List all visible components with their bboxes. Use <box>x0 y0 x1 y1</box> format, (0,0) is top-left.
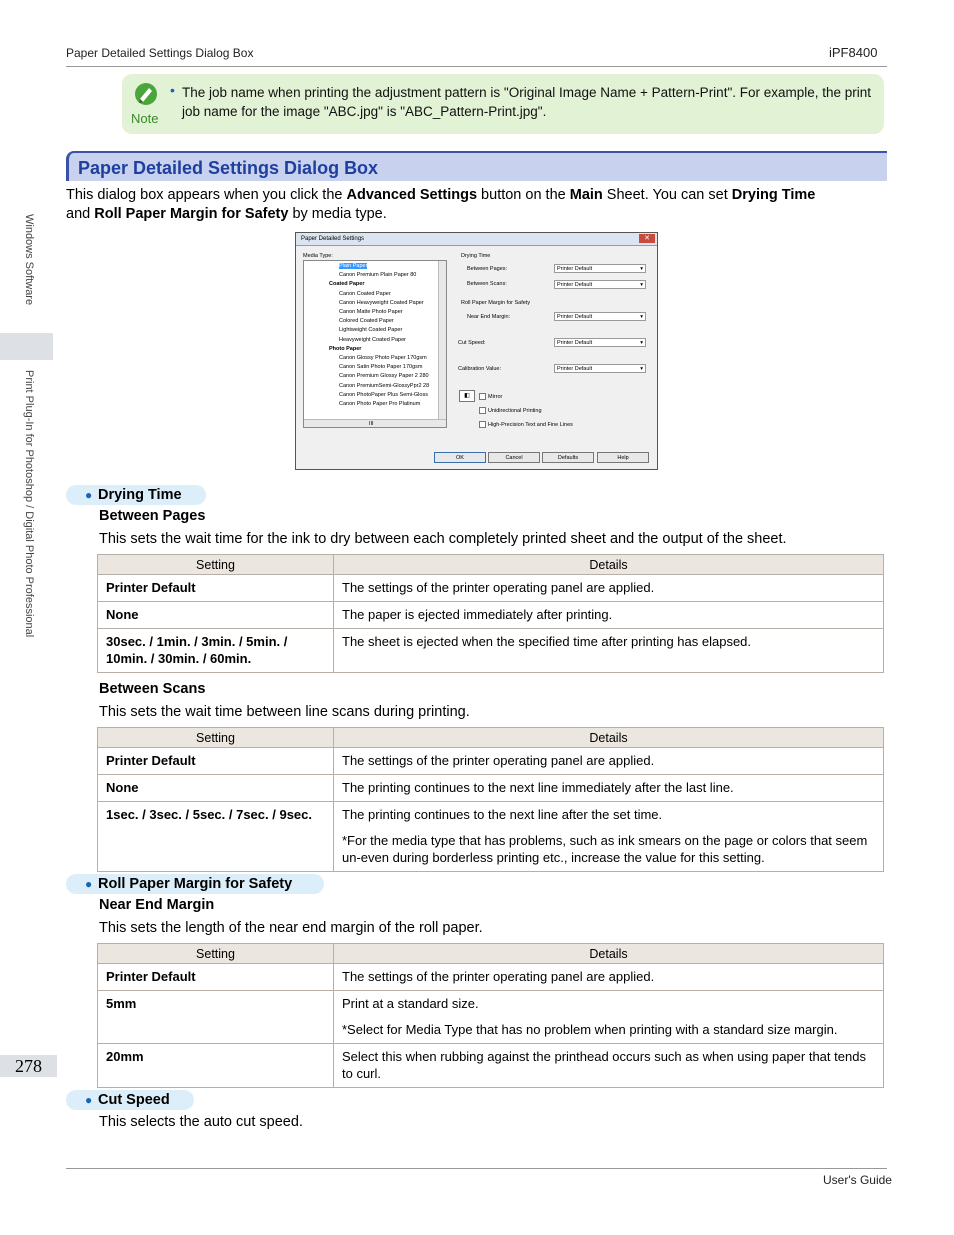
mirror-label: Mirror <box>488 394 503 400</box>
intro-advanced-settings: Advanced Settings <box>346 187 478 203</box>
roll-margin-pill: ● Roll Paper Margin for Safety <box>66 874 324 894</box>
drying-time-pill: ● Drying Time <box>66 485 206 505</box>
table-row <box>98 1044 884 1088</box>
high-precision-checkbox[interactable] <box>479 421 486 428</box>
media-type-item[interactable]: Canon Heavyweight Coated Paper <box>339 299 424 306</box>
footer-users-guide: User's Guide <box>823 1173 892 1187</box>
details-text: The settings of the printer operating panel are applied. <box>342 580 655 595</box>
scroll-mark: III <box>369 421 374 427</box>
setting-cell: 20mm <box>98 1044 334 1088</box>
intro-text: This dialog box appears when you click the <box>66 187 347 203</box>
media-type-item[interactable]: Canon Satin Photo Paper 170gsm <box>339 364 423 371</box>
cut-speed-heading: Cut Speed <box>98 1092 170 1108</box>
roll-margin-group: Roll Paper Margin for Safety <box>461 300 531 306</box>
media-type-item[interactable]: Lightweight Coated Paper <box>339 327 403 334</box>
cancel-button[interactable]: Cancel <box>488 452 540 463</box>
section-title: Paper Detailed Settings Dialog Box <box>78 158 379 178</box>
between-pages-table <box>97 554 884 673</box>
running-header-title: Paper Detailed Settings Dialog Box <box>66 46 254 60</box>
details-text: The settings of the printer operating panel are applied. <box>342 753 655 768</box>
page-number: 278 <box>0 1055 57 1077</box>
details-cell <box>334 991 884 1044</box>
note-box <box>122 74 884 134</box>
side-tab-marker <box>0 333 53 360</box>
side-tab-plugin: Print Plug-In for Photoshop / Digital Photo Professional <box>23 370 35 638</box>
media-type-item[interactable]: Canon Matte Photo Paper <box>339 309 403 315</box>
column-header-details: Details <box>334 944 884 964</box>
near-end-margin-heading: Near End Margin <box>99 897 215 913</box>
note-bullet: • <box>170 82 175 98</box>
table-row <box>98 991 884 1044</box>
details-cell <box>334 1044 884 1088</box>
media-type-item[interactable]: Coated Paper <box>329 281 365 288</box>
table-row <box>98 964 884 991</box>
footer-rule <box>66 1168 887 1169</box>
dialog-title: Paper Detailed Settings <box>301 236 365 242</box>
mirror-checkbox[interactable] <box>479 393 486 400</box>
table-row <box>98 802 884 872</box>
details-text: The printing continues to the next line immediately after the last line. <box>342 780 734 795</box>
details-text: The sheet is ejected when the specified time after printing has elapsed. <box>342 634 752 649</box>
between-scans-label: Between Scans: <box>467 281 507 287</box>
note-pencil-icon <box>132 82 160 106</box>
calibration-select[interactable]: Printer Default ▾ <box>554 364 646 373</box>
media-type-item[interactable]: Photo Paper <box>329 345 362 352</box>
media-type-item[interactable]: Canon PhotoPaper Plus Semi-Gloss <box>339 391 428 398</box>
between-pages-label: Between Pages: <box>467 266 508 272</box>
column-header-details: Details <box>334 728 884 748</box>
table-row <box>98 748 884 775</box>
setting-cell: 1sec. / 3sec. / 5sec. / 7sec. / 9sec. <box>98 802 334 872</box>
between-pages-heading: Between Pages <box>99 508 206 524</box>
near-end-select[interactable]: Printer Default ▾ <box>554 312 646 321</box>
near-end-label: Near End Margin: <box>467 314 511 320</box>
high-precision-label: High-Precision Text and Fine Lines <box>488 422 573 428</box>
setting-cell: Printer Default <box>98 575 334 602</box>
model-name: iPF8400 <box>829 45 878 60</box>
section-heading <box>66 151 887 181</box>
defaults-button[interactable]: Defaults <box>542 452 594 463</box>
table-row <box>98 575 884 602</box>
calibration-label: Calibration Value: <box>458 366 502 372</box>
intro-main: Main <box>569 187 603 203</box>
column-header-setting: Setting <box>98 728 334 748</box>
unidirectional-label: Unidirectional Printing <box>488 408 542 414</box>
media-type-item[interactable]: Canon Glossy Photo Paper 170gsm <box>339 355 427 361</box>
cut-speed-pill: ● Cut Speed <box>66 1090 194 1110</box>
column-header-setting: Setting <box>98 944 334 964</box>
roll-margin-heading: Roll Paper Margin for Safety <box>98 876 293 892</box>
drying-time-heading: Drying Time <box>98 487 182 503</box>
table-row <box>98 602 884 629</box>
table-row <box>98 775 884 802</box>
media-type-item[interactable]: Canon Photo Paper Pro Platinum <box>339 401 421 407</box>
near-end-margin-description: This sets the length of the near end margin of the roll paper. <box>99 920 483 936</box>
tree-scrollbar[interactable] <box>438 261 446 427</box>
media-type-label: Media Type: <box>303 253 333 259</box>
setting-cell: 30sec. / 1min. / 3min. / 5min. / 10min. / 30min. / 60min. <box>98 629 334 673</box>
intro-paragraph <box>66 186 887 224</box>
media-type-item[interactable]: Colored Coated Paper <box>339 318 394 325</box>
unidirectional-checkbox[interactable] <box>479 407 486 414</box>
details-text: The printing continues to the next line after the set time. <box>342 807 663 822</box>
drying-time-group: Drying Time <box>461 253 491 259</box>
intro-text: Sheet. You can set <box>602 187 732 203</box>
details-cell <box>334 802 884 872</box>
help-button[interactable]: Help <box>597 452 649 463</box>
intro-roll-margin: Roll Paper Margin for Safety <box>94 206 289 222</box>
details-text: Select this when rubbing against the printhead occurs such as when using paper that tends to curl. <box>342 1049 866 1081</box>
details-cell <box>334 775 884 802</box>
tree-hscrollbar[interactable] <box>304 419 446 427</box>
setting-cell: Printer Default <box>98 964 334 991</box>
header-rule <box>66 66 887 67</box>
details-text: *For the media type that has problems, such as ink smears on the page or colors that seem un-even during borderless printing etc., increase the value for this setting. <box>342 833 868 865</box>
table-row <box>98 629 884 673</box>
details-text: The paper is ejected immediately after printing. <box>342 607 613 622</box>
details-text: Print at a standard size. <box>342 996 479 1011</box>
near-end-margin-table <box>97 943 884 1088</box>
cut-speed-label: Cut Speed: <box>458 340 486 346</box>
setting-cell: Printer Default <box>98 748 334 775</box>
side-tab-windows-software: Windows Software <box>23 214 35 306</box>
details-cell <box>334 748 884 775</box>
intro-drying-time: Drying Time <box>731 187 816 203</box>
dialog-titlebar <box>296 233 657 246</box>
column-header-setting: Setting <box>98 555 334 575</box>
between-pages-description: This sets the wait time for the ink to dry between each completely printed sheet and the output of the sheet. <box>99 531 787 547</box>
media-type-tree[interactable] <box>303 260 447 428</box>
media-type-item[interactable]: Canon Premium Glossy Paper 2 280 <box>339 373 429 380</box>
details-cell <box>334 575 884 602</box>
intro-text: by media type. <box>288 206 387 222</box>
between-scans-heading: Between Scans <box>99 681 206 697</box>
setting-cell: None <box>98 775 334 802</box>
setting-cell: 5mm <box>98 991 334 1044</box>
details-cell <box>334 629 884 673</box>
between-scans-select[interactable]: Printer Default ▾ <box>554 280 646 289</box>
paper-detailed-settings-dialog <box>295 232 658 470</box>
details-cell <box>334 964 884 991</box>
media-type-item[interactable]: Plain Paper <box>339 263 368 269</box>
close-icon[interactable]: ✕ <box>639 234 655 243</box>
note-label: Note <box>131 111 159 126</box>
cut-speed-description: This selects the auto cut speed. <box>99 1114 303 1130</box>
media-type-item[interactable]: Canon PremiumSemi-GlossyPpr2 28 <box>339 382 430 389</box>
between-pages-select[interactable]: Printer Default ▾ <box>554 264 646 273</box>
intro-text: button on the <box>477 187 570 203</box>
details-text: The settings of the printer operating panel are applied. <box>342 969 655 984</box>
between-scans-table <box>97 727 884 872</box>
intro-text: and <box>66 206 95 222</box>
note-text: The job name when printing the adjustment pattern is "Original Image Name + Pattern-Print". For example, the print job name for the image "ABC.jpg" is "ABC_Pattern-Print.jpg". <box>182 85 872 119</box>
column-header-details: Details <box>334 555 884 575</box>
details-cell <box>334 602 884 629</box>
setting-cell: None <box>98 602 334 629</box>
ok-button[interactable]: OK <box>434 452 486 463</box>
mirror-preview-icon: ◧ <box>459 390 475 402</box>
media-type-item[interactable]: Canon Coated Paper <box>339 290 391 297</box>
cut-speed-select[interactable]: Printer Default ▾ <box>554 338 646 347</box>
between-scans-description: This sets the wait time between line scans during printing. <box>99 704 470 720</box>
media-type-item[interactable]: Canon Premium Plain Paper 80 <box>339 272 417 279</box>
media-type-item[interactable]: Heavyweight Coated Paper <box>339 336 406 343</box>
details-text: *Select for Media Type that has no problem when printing with a standard size margin. <box>342 1022 838 1037</box>
